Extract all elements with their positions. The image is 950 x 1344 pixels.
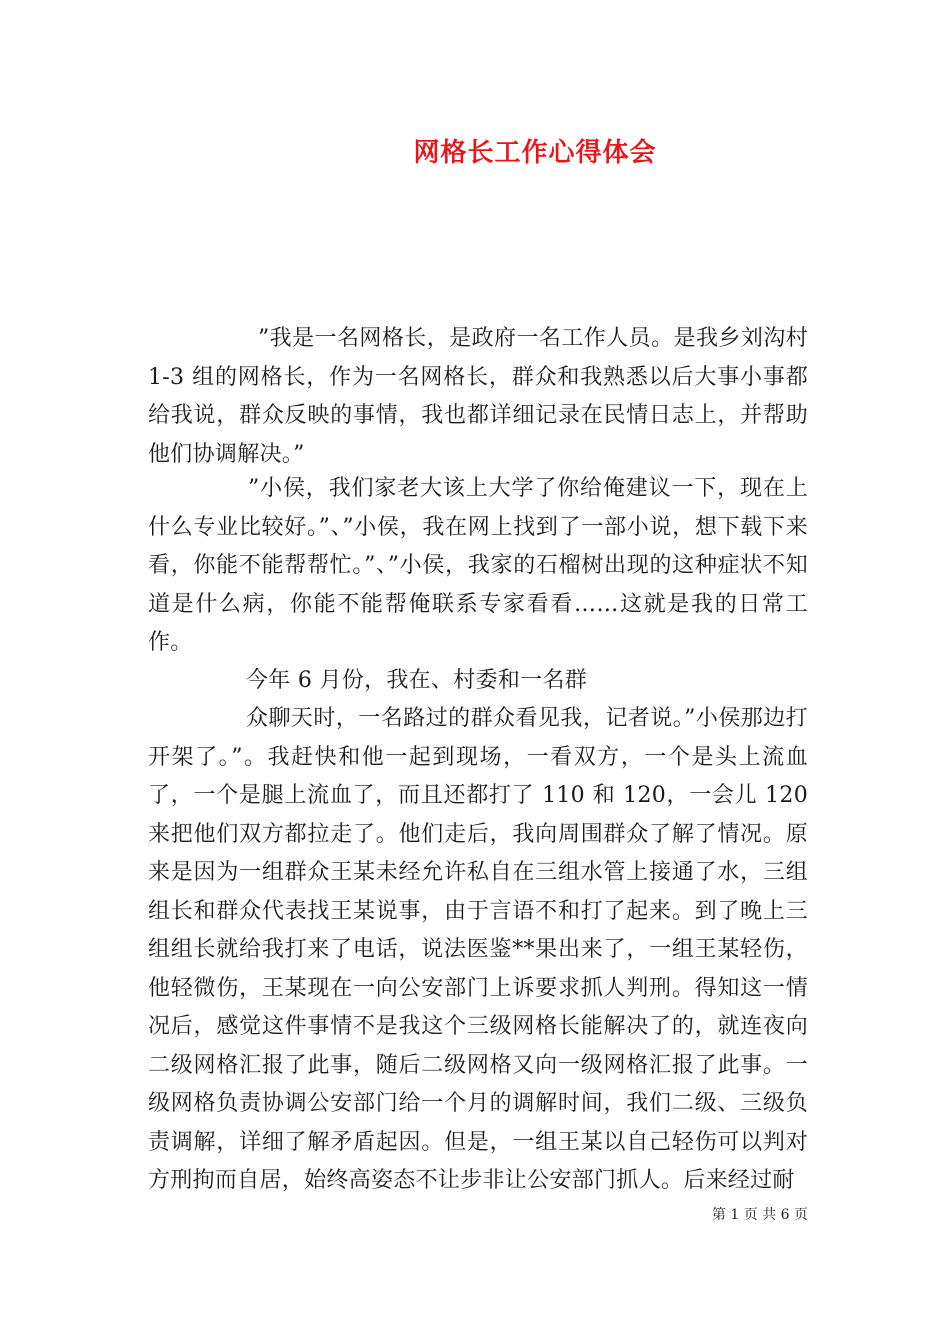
page-footer: 第 1 页 共 6 页	[711, 1207, 808, 1223]
document-title: 网格长工作心得体会	[413, 138, 657, 168]
paragraph-2: ”小侯，我们家老大该上大学了你给俺建议一下，现在上什么专业比较好。”、”小侯，我在网上找到了一部小说，想下载下来看，你能不能帮帮忙。”、”小侯，我家的石榴树出现的这种症状不知道是什么病，你能不能帮俺联系专家看看……这就是我的日常工作。	[148, 476, 808, 655]
paragraph-4: 众聊天时，一名路过的群众看见我，记者说。”小侯那边打开架了。”。我赶快和他一起到现场，一看双方，一个是头上流血了，一个是腿上流血了，而且还都打了 110 和 120，一会儿 120 来把他们双方都拉走了。他们走后，我向周围群众了解了情况。原来是因为一组群众王某未经允许私自在三组水管上接通了水，三组组长和群众代表找王某说事，由于言语不和打了起来。到了晚上三组组长就给我打来了电话，说法医鉴**果出来了，一组王某轻伤，他轻微伤，王某现在一向公安部门上诉要求抓人判刑。得知这一情况后，感觉这件事情不是我这个三级网格长能解决了的，就连夜向二级网格汇报了此事，随后二级网格又向一级网格汇报了此事。一级网格负责协调公安部门给一个月的调解时间，我们二级、三级负责调解，详细了解矛盾起因。但是，一组王某以自己轻伤可以判对方刑拘而自居，始终高姿态不让步非让公安部门抓人。后来经过耐	[148, 706, 808, 1193]
paragraph-1: ”我是一名网格长，是政府一名工作人员。是我乡刘沟村 1-3 组的网格长，作为一名网格长，群众和我熟悉以后大事小事都给我说，群众反映的事情，我也都详细记录在民情日志上，并帮助他们协调解决。”	[148, 326, 808, 467]
paragraph-3: 今年 6 月份，我在、村委和一名群	[246, 668, 588, 693]
